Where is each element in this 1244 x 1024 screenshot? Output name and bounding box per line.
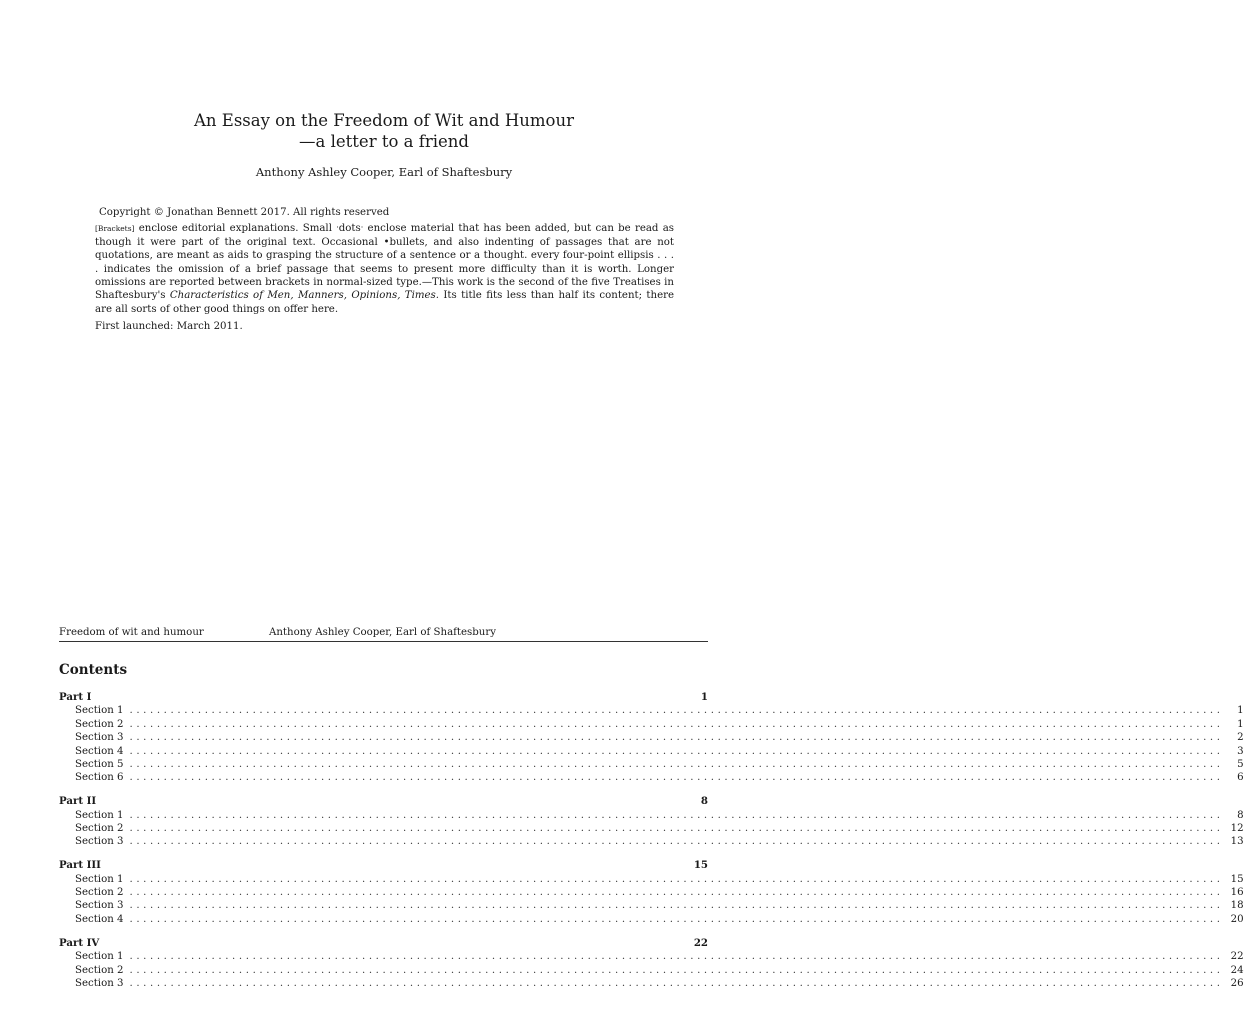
toc-section-label: Section 6 bbox=[75, 772, 124, 784]
first-launched: First launched: March 2011. bbox=[95, 321, 243, 333]
title-block bbox=[0, 110, 768, 179]
dot-leader: ................................................................................................................................................................ bbox=[129, 745, 1224, 757]
toc-part-group bbox=[59, 936, 1244, 991]
dot-leader: ................................................................................................................................................................ bbox=[129, 977, 1224, 989]
toc-section-page: 16 bbox=[1230, 887, 1244, 899]
editorial-notice: [Brackets] enclose editorial explanations. Small ·dots· enclose material that has been added, but can be read as though it were part of the original text. Occasional •bullets, and also indenting of passages that are not quotations, are meant as aids to grasping the structure of a sentence or a thought. every four-point ellipsis . . . . indicates the omission of a brief passage that seems to present more difficulty than it is worth. Longer omissions are reported between brackets in normal-sized type.—This work is the second of the five Treatises in Shaftesbury's Characteristics of Men, Manners, Opinions, Times. Its title fits less than half its content; there are all sorts of other good things on offer here. bbox=[95, 223, 674, 315]
toc-section-entry[interactable] bbox=[59, 835, 1244, 848]
toc-section-page: 18 bbox=[1230, 900, 1244, 912]
table-of-contents bbox=[59, 691, 1244, 1001]
dot-leader: ................................................................................................................................................................ bbox=[129, 887, 1224, 899]
contents-heading: Contents bbox=[59, 662, 128, 678]
toc-section-entry[interactable] bbox=[59, 758, 1244, 771]
toc-section-label: Section 2 bbox=[75, 823, 124, 835]
toc-section-page: 1 bbox=[1237, 705, 1244, 717]
toc-section-label: Section 5 bbox=[75, 758, 124, 770]
toc-section-label: Section 2 bbox=[75, 964, 124, 976]
toc-part-label: Part III bbox=[59, 859, 101, 872]
document-title bbox=[0, 110, 768, 152]
dot-leader: ................................................................................................................................................................ bbox=[129, 900, 1224, 912]
toc-part-group bbox=[59, 691, 1244, 785]
title-line-1: An Essay on the Freedom of Wit and Humour bbox=[194, 111, 574, 130]
toc-section-entry[interactable] bbox=[59, 950, 1244, 963]
dot-leader: ................................................................................................................................................................ bbox=[129, 951, 1224, 963]
toc-section-label: Section 1 bbox=[75, 809, 124, 821]
toc-section-page: 3 bbox=[1237, 745, 1244, 757]
dot-leader: ................................................................................................................................................................ bbox=[129, 964, 1224, 976]
dot-leader: ................................................................................................................................................................ bbox=[129, 772, 1224, 784]
dot-leader: ................................................................................................................................................................ bbox=[129, 718, 1224, 730]
toc-part-page: 8 bbox=[700, 795, 708, 808]
front-matter bbox=[95, 206, 674, 334]
dot-leader: ................................................................................................................................................................ bbox=[129, 836, 1224, 848]
dot-leader: ................................................................................................................................................................ bbox=[129, 873, 1224, 885]
toc-section-page: 1 bbox=[1237, 718, 1244, 730]
toc-section-label: Section 4 bbox=[75, 913, 124, 925]
toc-section-page: 26 bbox=[1230, 977, 1244, 989]
toc-section-page: 13 bbox=[1230, 836, 1244, 848]
toc-section-label: Section 3 bbox=[75, 977, 124, 989]
toc-section-entry[interactable] bbox=[59, 809, 1244, 822]
dot-leader: ................................................................................................................................................................ bbox=[129, 732, 1224, 744]
toc-section-label: Section 3 bbox=[75, 836, 124, 848]
brackets-word: [Brackets] bbox=[95, 224, 135, 234]
toc-part-page: 1 bbox=[700, 691, 708, 703]
toc-section-entry[interactable] bbox=[59, 886, 1244, 899]
toc-section-entry[interactable] bbox=[59, 718, 1244, 731]
toc-section-page: 20 bbox=[1230, 913, 1244, 925]
toc-section-page: 15 bbox=[1230, 873, 1244, 885]
title-line-2: —a letter to a friend bbox=[299, 132, 469, 151]
toc-part-entry[interactable] bbox=[59, 859, 708, 872]
toc-section-label: Section 4 bbox=[75, 745, 124, 757]
toc-part-entry[interactable] bbox=[59, 795, 708, 808]
toc-section-page: 2 bbox=[1237, 732, 1244, 744]
toc-section-label: Section 2 bbox=[75, 718, 124, 730]
author: Anthony Ashley Cooper, Earl of Shaftesbury bbox=[255, 165, 513, 179]
toc-section-label: Section 1 bbox=[75, 705, 124, 717]
dot-leader: ................................................................................................................................................................ bbox=[129, 913, 1224, 925]
toc-section-entry[interactable] bbox=[59, 964, 1244, 977]
toc-section-label: Section 3 bbox=[75, 900, 124, 912]
toc-section-entry[interactable] bbox=[59, 822, 1244, 835]
dot-leader: ................................................................................................................................................................ bbox=[129, 823, 1224, 835]
toc-section-entry[interactable] bbox=[59, 873, 1244, 886]
toc-part-entry[interactable] bbox=[59, 937, 708, 950]
toc-part-page: 15 bbox=[693, 859, 708, 872]
copyright-notice: Copyright © Jonathan Bennett 2017. All rights reserved bbox=[99, 207, 390, 218]
toc-section-entry[interactable] bbox=[59, 731, 1244, 744]
toc-section-page: 5 bbox=[1237, 758, 1244, 770]
toc-part-label: Part I bbox=[59, 691, 92, 703]
toc-section-page: 6 bbox=[1237, 772, 1244, 784]
running-head-title: Freedom of wit and humour bbox=[59, 627, 204, 638]
toc-section-entry[interactable] bbox=[59, 977, 1244, 990]
toc-section-page: 12 bbox=[1230, 823, 1244, 835]
toc-section-page: 22 bbox=[1230, 951, 1244, 963]
toc-part-page: 22 bbox=[693, 936, 708, 949]
toc-part-group bbox=[59, 859, 1244, 926]
dot-leader: ................................................................................................................................................................ bbox=[129, 705, 1224, 717]
running-head bbox=[59, 627, 708, 642]
toc-section-page: 24 bbox=[1230, 964, 1244, 976]
dot-leader: ................................................................................................................................................................ bbox=[129, 809, 1224, 821]
toc-section-page: 8 bbox=[1237, 809, 1244, 821]
toc-section-label: Section 1 bbox=[75, 951, 124, 963]
bullet-glyph: • bbox=[383, 236, 390, 248]
running-head-author: Anthony Ashley Cooper, Earl of Shaftesbury bbox=[269, 627, 496, 638]
toc-section-label: Section 1 bbox=[75, 873, 124, 885]
toc-section-label: Section 2 bbox=[75, 887, 124, 899]
dot-leader: ................................................................................................................................................................ bbox=[129, 758, 1224, 770]
toc-part-entry[interactable] bbox=[59, 691, 708, 704]
toc-part-group bbox=[59, 795, 1244, 849]
toc-section-entry[interactable] bbox=[59, 745, 1244, 758]
toc-section-entry[interactable] bbox=[59, 771, 1244, 784]
toc-section-entry[interactable] bbox=[59, 913, 1244, 926]
toc-section-entry[interactable] bbox=[59, 899, 1244, 912]
book-title: Characteristics of Men, Manners, Opinions, Times. bbox=[169, 290, 440, 302]
toc-section-entry[interactable] bbox=[59, 704, 1244, 717]
toc-part-label: Part IV bbox=[59, 936, 100, 949]
toc-section-label: Section 3 bbox=[75, 732, 124, 744]
toc-part-label: Part II bbox=[59, 795, 97, 808]
